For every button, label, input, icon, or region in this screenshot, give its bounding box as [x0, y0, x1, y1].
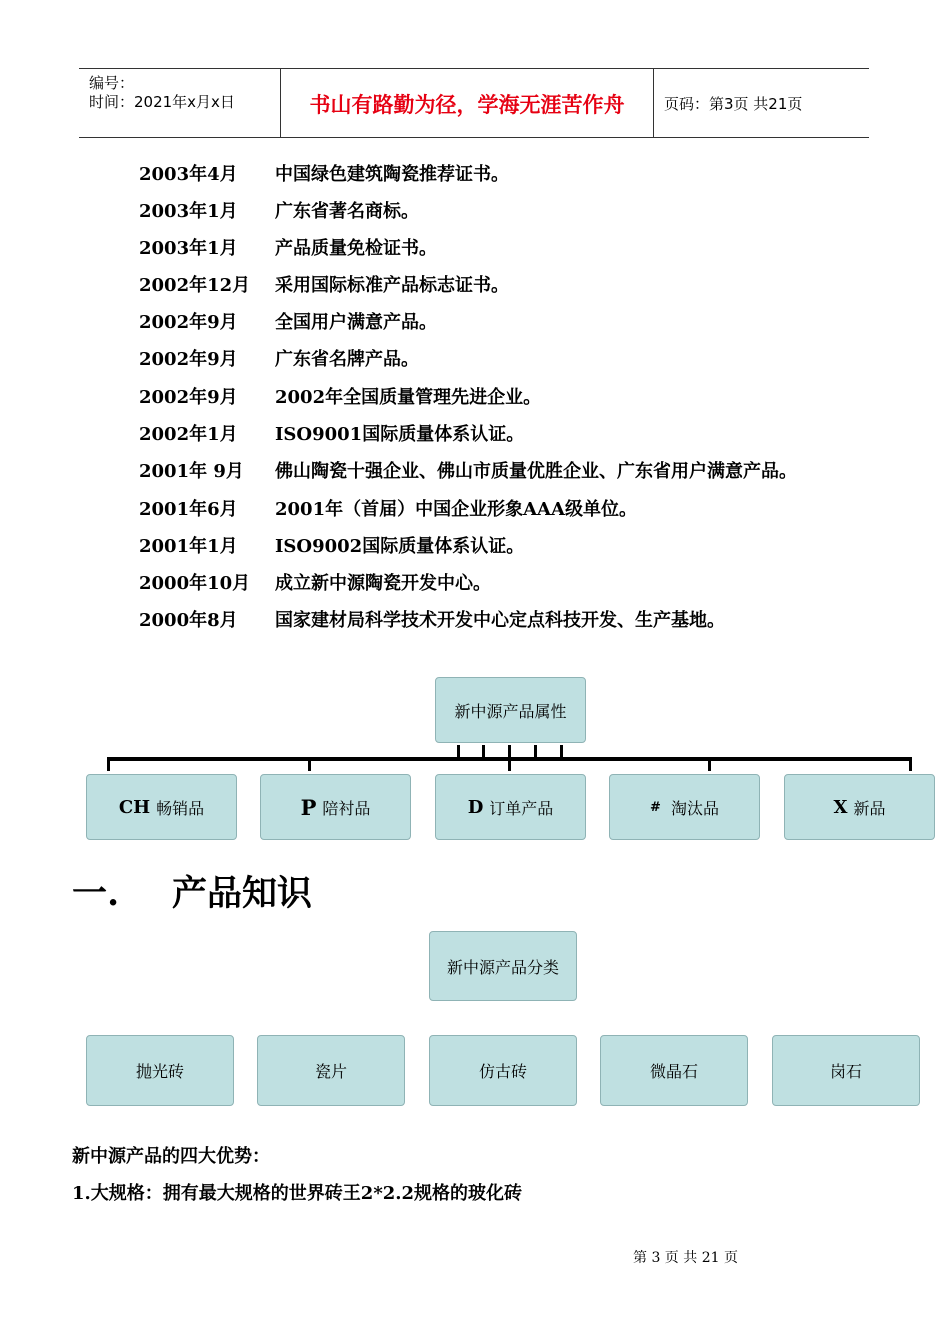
page-info: 页码：第3页 共21页 — [664, 95, 803, 113]
attr-label: 新品 — [853, 798, 886, 818]
class-label: 仿古砖 — [478, 1062, 527, 1081]
attr-node-d — [435, 774, 586, 840]
attr-root-label: 新中源产品属性 — [454, 701, 567, 721]
attr-code: D — [467, 796, 484, 818]
history-date: 2001年1月 — [139, 536, 238, 557]
history-date: 2002年9月 — [139, 387, 238, 408]
attr-node-x — [784, 774, 935, 840]
time-label: 时间：2021年x月x日 — [89, 93, 235, 111]
advantages-title: 新中源产品的四大优势： — [72, 1146, 270, 1167]
history-text: ISO9002国际质量体系认证。 — [275, 536, 525, 557]
history-text: 广东省名牌产品。 — [275, 349, 419, 370]
history-date: 2003年4月 — [139, 164, 238, 185]
class-label: 抛光砖 — [135, 1062, 184, 1081]
history-date: 2003年1月 — [139, 201, 238, 222]
history-date: 2002年1月 — [139, 424, 238, 445]
history-date: 2001年6月 — [139, 499, 238, 520]
motto: 书山有路勤为径，学海无涯苦作舟 — [309, 92, 625, 117]
header-meta-cell — [79, 69, 281, 137]
attr-node-hash — [609, 774, 760, 840]
class-node — [600, 1035, 748, 1106]
history-text: 佛山陶瓷十强企业、佛山市质量优胜企业、广东省用户满意产品。 — [275, 461, 797, 482]
connector-horizontal — [107, 757, 912, 761]
attr-code: P — [300, 794, 317, 820]
attr-code: CH — [118, 796, 151, 818]
history-text: 全国用户满意产品。 — [275, 312, 437, 333]
page-header — [79, 68, 869, 138]
connector — [909, 757, 912, 771]
class-node — [257, 1035, 405, 1106]
attr-label: 畅销品 — [156, 798, 205, 818]
header-page-cell — [654, 69, 869, 137]
history-date: 2002年12月 — [139, 275, 251, 296]
attr-node-p — [260, 774, 411, 840]
page-footer: 第 3 页 共 21 页 — [633, 1250, 738, 1266]
history-date: 2002年9月 — [139, 312, 238, 333]
header-motto-cell — [281, 69, 654, 137]
class-node — [429, 1035, 577, 1106]
attr-label: 订单产品 — [489, 798, 554, 818]
advantage-item: 1.大规格：拥有最大规格的世界砖王2*2.2规格的玻化砖 — [72, 1183, 523, 1204]
history-text: 成立新中源陶瓷开发中心。 — [275, 573, 491, 594]
history-text: 2001年（首届）中国企业形象AAA级单位。 — [275, 499, 637, 520]
attr-label: 淘汰品 — [670, 798, 719, 818]
class-label: 岗石 — [829, 1062, 862, 1081]
attr-code: X — [833, 796, 848, 818]
history-date: 2003年1月 — [139, 238, 238, 259]
history-text: ISO9001国际质量体系认证。 — [275, 424, 525, 445]
history-date: 2001年 9月 — [139, 461, 244, 482]
history-date: 2002年9月 — [139, 349, 238, 370]
history-date: 2000年10月 — [139, 573, 251, 594]
number-label: 编号： — [89, 74, 135, 92]
history-text: 产品质量免检证书。 — [275, 238, 437, 259]
class-root-node — [429, 931, 577, 1001]
class-label: 微晶石 — [649, 1062, 698, 1081]
attr-root-node — [435, 677, 586, 743]
attr-node-ch — [86, 774, 237, 840]
connector — [308, 757, 311, 771]
history-text: 采用国际标准产品标志证书。 — [275, 275, 509, 296]
class-node — [86, 1035, 234, 1106]
section-number: 一. — [72, 873, 120, 914]
history-text: 广东省著名商标。 — [275, 201, 419, 222]
class-node — [772, 1035, 920, 1106]
attr-label: 陪衬品 — [322, 798, 371, 818]
connector — [708, 757, 711, 771]
history-text: 中国绿色建筑陶瓷推荐证书。 — [275, 164, 509, 185]
section-title: 产品知识 — [172, 873, 313, 914]
class-root-label: 新中源产品分类 — [446, 957, 559, 977]
connector — [107, 757, 110, 771]
attr-code: # — [650, 799, 661, 815]
history-date: 2000年8月 — [139, 610, 238, 631]
history-text: 国家建材局科学技术开发中心定点科技开发、生产基地。 — [275, 610, 725, 631]
history-text: 2002年全国质量管理先进企业。 — [275, 387, 542, 408]
class-label: 瓷片 — [314, 1062, 347, 1081]
